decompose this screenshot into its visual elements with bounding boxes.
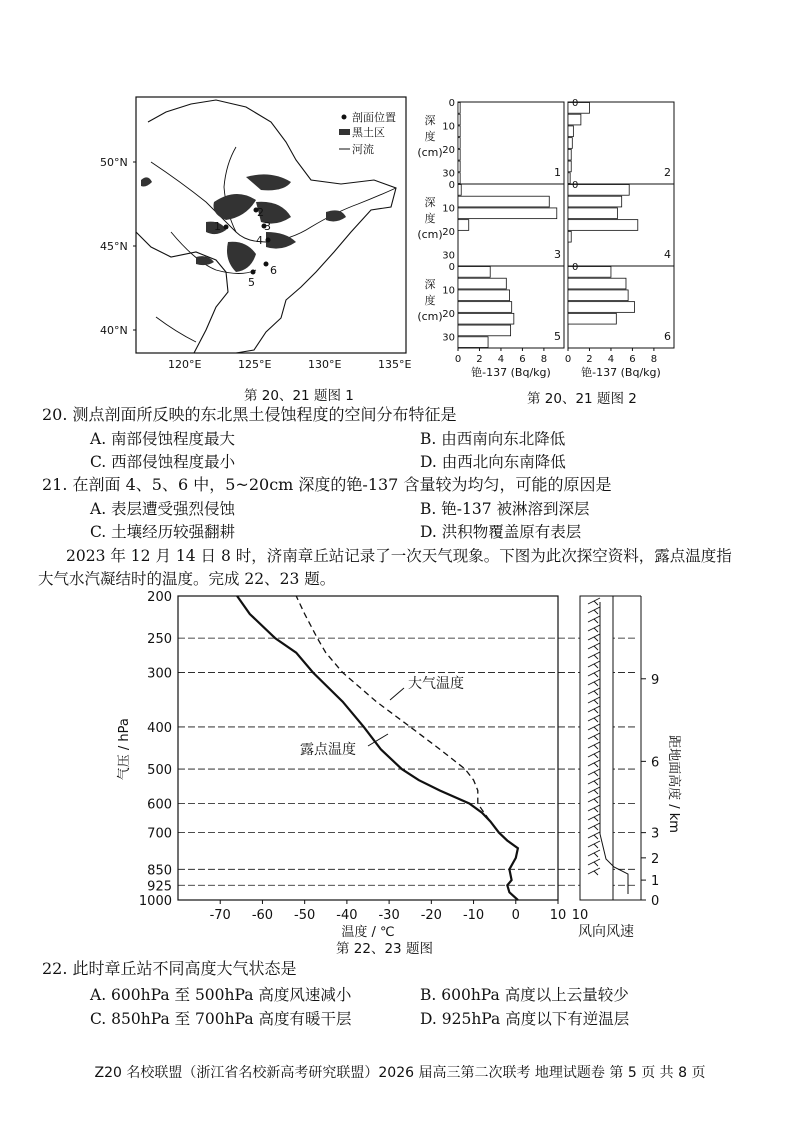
- profile-depth-tick: 30: [442, 250, 455, 262]
- temp-tick: -60: [251, 908, 274, 923]
- profile-6-bar-2: [568, 278, 626, 289]
- profile-number-6: 6: [664, 330, 671, 343]
- q21-option-c[interactable]: C. 土壤经历较强翻耕: [90, 523, 236, 541]
- profile-x-tick: 8: [650, 354, 658, 365]
- q21-option-b[interactable]: B. 铯-137 被淋溶到深层: [420, 500, 590, 518]
- pressure-tick: 600: [147, 797, 172, 813]
- point-label-3: 3: [264, 220, 271, 233]
- question-21: 21. 在剖面 4、5、6 中，5~20cm 深度的铯-137 含量较为均匀，可能的原因是: [42, 475, 612, 494]
- air-temperature-label: 大气温度: [408, 676, 464, 692]
- map-caption: 第 20、21 题图 1: [244, 388, 354, 404]
- profile-1-bar-1: [458, 103, 460, 114]
- profile-ylabel: 深: [424, 114, 436, 127]
- profile-ylabel: 深: [424, 278, 436, 291]
- profile-x-tick: 8: [540, 354, 548, 365]
- profile-5-bar-4: [458, 302, 512, 313]
- profile-depth-tick: 30: [442, 332, 455, 344]
- q22-option-d[interactable]: D. 925hPa 高度以下有逆温层: [420, 1010, 630, 1028]
- pressure-tick: 850: [147, 863, 172, 879]
- profile-5-bar-3: [458, 290, 510, 301]
- svg-text:黑土区: 黑土区: [352, 126, 385, 139]
- point-label-4: 4: [256, 234, 263, 247]
- profile-x-tick: 4: [607, 354, 615, 365]
- profile-depth-tick: 10: [442, 285, 455, 297]
- temp-tick: 10: [549, 908, 567, 923]
- profile-xlabel: 铯-137 (Bq/kg): [581, 366, 661, 379]
- height-tick: 1: [651, 874, 660, 890]
- lon-120: 120°E: [168, 358, 202, 371]
- svg-text:剖面位置: 剖面位置: [352, 111, 396, 124]
- profile-x-tick: 0: [454, 354, 462, 365]
- temp-tick: -10: [462, 908, 485, 923]
- profile-4-bar-5: [568, 231, 571, 242]
- profile-x-tick: 4: [497, 354, 505, 365]
- profile-x-tick: 2: [476, 354, 483, 365]
- temp-tick: -30: [378, 908, 400, 923]
- dewpoint-label: 露点温度: [300, 742, 356, 758]
- profile-x-tick: 6: [629, 354, 636, 365]
- point-1: [224, 225, 229, 230]
- profile-5-bar-5: [458, 313, 514, 324]
- profile-depth-tick: 30: [442, 168, 455, 180]
- question-20: 20. 测点剖面所反映的东北黑土侵蚀程度的空间分布特征是: [42, 405, 457, 424]
- wind-axis-tick: 10: [571, 908, 589, 923]
- profiles-caption: 第 20、21 题图 2: [527, 391, 637, 407]
- point-label-2: 2: [257, 206, 264, 219]
- profile-depth-tick: 0: [448, 98, 455, 109]
- height-tick: 3: [651, 826, 660, 842]
- temp-tick: -40: [336, 908, 358, 923]
- lon-130: 130°E: [308, 358, 342, 371]
- lon-125: 125°E: [238, 358, 272, 371]
- profile-depth-tick: 0: [448, 180, 455, 191]
- q20-option-d[interactable]: D. 由西北向东南降低: [420, 453, 566, 471]
- point-6: [264, 262, 269, 267]
- profile-depth-tick: 10: [442, 121, 455, 133]
- profile-number-1: 1: [554, 166, 561, 179]
- profile-panel-1: [458, 102, 564, 184]
- profile-ylabel: 度: [424, 130, 436, 143]
- profile-2-bar-3: [568, 126, 573, 137]
- pressure-tick: 300: [147, 666, 172, 682]
- profile-6-bar-4: [568, 302, 635, 313]
- profile-2-bar-4: [568, 138, 572, 149]
- pressure-tick: 400: [147, 720, 172, 736]
- profile-5-bar-2: [458, 278, 506, 289]
- temp-tick: 0: [511, 908, 520, 923]
- lat-50: 50°N: [100, 156, 128, 169]
- lat-40: 40°N: [100, 324, 128, 337]
- profile-4-bar-3: [568, 208, 617, 219]
- q22-option-c[interactable]: C. 850hPa 至 700hPa 高度有暖干层: [90, 1010, 352, 1028]
- profile-ylabel: (cm): [417, 146, 443, 159]
- profile-3-bar-3: [458, 208, 557, 219]
- sounding-caption: 第 22、23 题图: [336, 941, 433, 957]
- profile-number-4: 4: [664, 248, 671, 261]
- profile-depth-tick: 20: [442, 144, 455, 156]
- height-tick: 2: [651, 851, 660, 867]
- q22-option-b[interactable]: B. 600hPa 高度以上云量较少: [420, 986, 629, 1004]
- profile-depth-tick-top: 0: [572, 262, 579, 273]
- profile-3-bar-1: [458, 185, 461, 196]
- intro-line-1: 2023 年 12 月 14 日 8 时，济南章丘站记录了一次天气现象。下图为此次探空资料，露点温度指: [66, 547, 732, 565]
- profile-3-bar-2: [458, 196, 549, 207]
- profile-depth-tick-top: 0: [572, 98, 579, 109]
- q20-option-b[interactable]: B. 由西南向东北降低: [420, 430, 566, 448]
- cs137-profiles: [417, 96, 680, 386]
- profile-2-bar-5: [568, 149, 571, 160]
- lon-135: 135°E: [378, 358, 412, 371]
- profile-x-tick: 0: [564, 354, 572, 365]
- question-22: 22. 此时章丘站不同高度大气状态是: [42, 959, 297, 978]
- point-label-5: 5: [248, 276, 255, 289]
- profile-5-bar-1: [458, 267, 490, 278]
- lat-45: 45°N: [100, 240, 128, 253]
- profile-number-2: 2: [664, 166, 671, 179]
- profile-ylabel: 深: [424, 196, 436, 209]
- profile-5-bar-7: [458, 337, 488, 348]
- profile-x-tick: 6: [519, 354, 526, 365]
- pressure-tick: 925: [147, 879, 172, 895]
- profile-depth-tick-top: 0: [572, 180, 579, 191]
- wind-label: 风向风速: [578, 924, 634, 940]
- q20-option-a[interactable]: A. 南部侵蚀程度最大: [90, 430, 236, 448]
- intro-line-2: 大气水汽凝结时的温度。完成 22、23 题。: [38, 570, 336, 588]
- point-label-1: 1: [214, 220, 221, 233]
- temp-tick: -50: [294, 908, 316, 923]
- profile-3-bar-4: [458, 220, 469, 231]
- point-label-6: 6: [270, 264, 277, 277]
- profile-4-bar-4: [568, 220, 638, 231]
- profile-2-bar-7: [568, 173, 570, 184]
- profile-5-bar-6: [458, 325, 511, 336]
- profile-depth-tick: 10: [442, 203, 455, 215]
- page-footer: Z20 名校联盟（浙江省名校新高考研究联盟）2026 届高三第二次联考 地理试题卷 第 5 页 共 8 页: [94, 1065, 706, 1081]
- profile-1-bar-3: [458, 126, 460, 137]
- profile-1-bar-5: [458, 149, 460, 160]
- profile-ylabel: 度: [424, 294, 436, 307]
- height-tick: 9: [651, 672, 660, 688]
- black-soil-map: [96, 92, 432, 382]
- profile-number-3: 3: [554, 248, 561, 261]
- profile-x-tick: 2: [586, 354, 593, 365]
- pressure-axis-label: 气压 / hPa: [117, 718, 132, 781]
- profile-2-bar-2: [568, 114, 581, 125]
- profile-1-bar-2: [458, 114, 460, 125]
- profile-ylabel: (cm): [417, 310, 443, 323]
- profile-depth-tick: 20: [442, 308, 455, 320]
- profile-panel-2: [568, 102, 674, 184]
- profile-depth-tick: 0: [448, 262, 455, 273]
- profile-ylabel: 度: [424, 212, 436, 225]
- height-axis-label: 距地面高度 / km: [666, 735, 681, 833]
- pressure-tick: 200: [147, 590, 172, 605]
- profile-depth-tick: 20: [442, 226, 455, 238]
- pressure-tick: 1000: [138, 894, 172, 909]
- profile-2-bar-6: [568, 161, 571, 172]
- profile-6-bar-5: [568, 313, 616, 324]
- q20-option-c[interactable]: C. 西部侵蚀程度最小: [90, 453, 236, 471]
- svg-text:河流: 河流: [352, 143, 374, 156]
- temp-tick: -70: [209, 908, 231, 923]
- profile-number-5: 5: [554, 330, 561, 343]
- sounding-frame: [178, 596, 558, 900]
- temp-axis-label: 温度 / ℃: [341, 925, 395, 940]
- profile-1-bar-7: [458, 173, 460, 184]
- profile-xlabel: 铯-137 (Bq/kg): [471, 366, 551, 379]
- profile-4-bar-2: [568, 196, 622, 207]
- pressure-tick: 250: [147, 632, 172, 648]
- profile-ylabel: (cm): [417, 228, 443, 241]
- pressure-tick: 500: [147, 763, 172, 779]
- temp-tick: -20: [420, 908, 442, 923]
- height-tick: 0: [651, 894, 660, 909]
- pressure-tick: 700: [147, 826, 172, 842]
- q21-option-d[interactable]: D. 洪积物覆盖原有表层: [420, 523, 582, 541]
- profile-1-bar-4: [458, 138, 460, 149]
- point-5: [251, 270, 256, 275]
- sounding-chart: [108, 584, 681, 956]
- profile-1-bar-6: [458, 161, 460, 172]
- point-4: [266, 238, 271, 243]
- q22-option-a[interactable]: A. 600hPa 至 500hPa 高度风速减小: [90, 986, 352, 1004]
- height-tick: 6: [651, 755, 660, 771]
- profile-6-bar-3: [568, 290, 628, 301]
- q21-option-a[interactable]: A. 表层遭受强烈侵蚀: [90, 500, 236, 518]
